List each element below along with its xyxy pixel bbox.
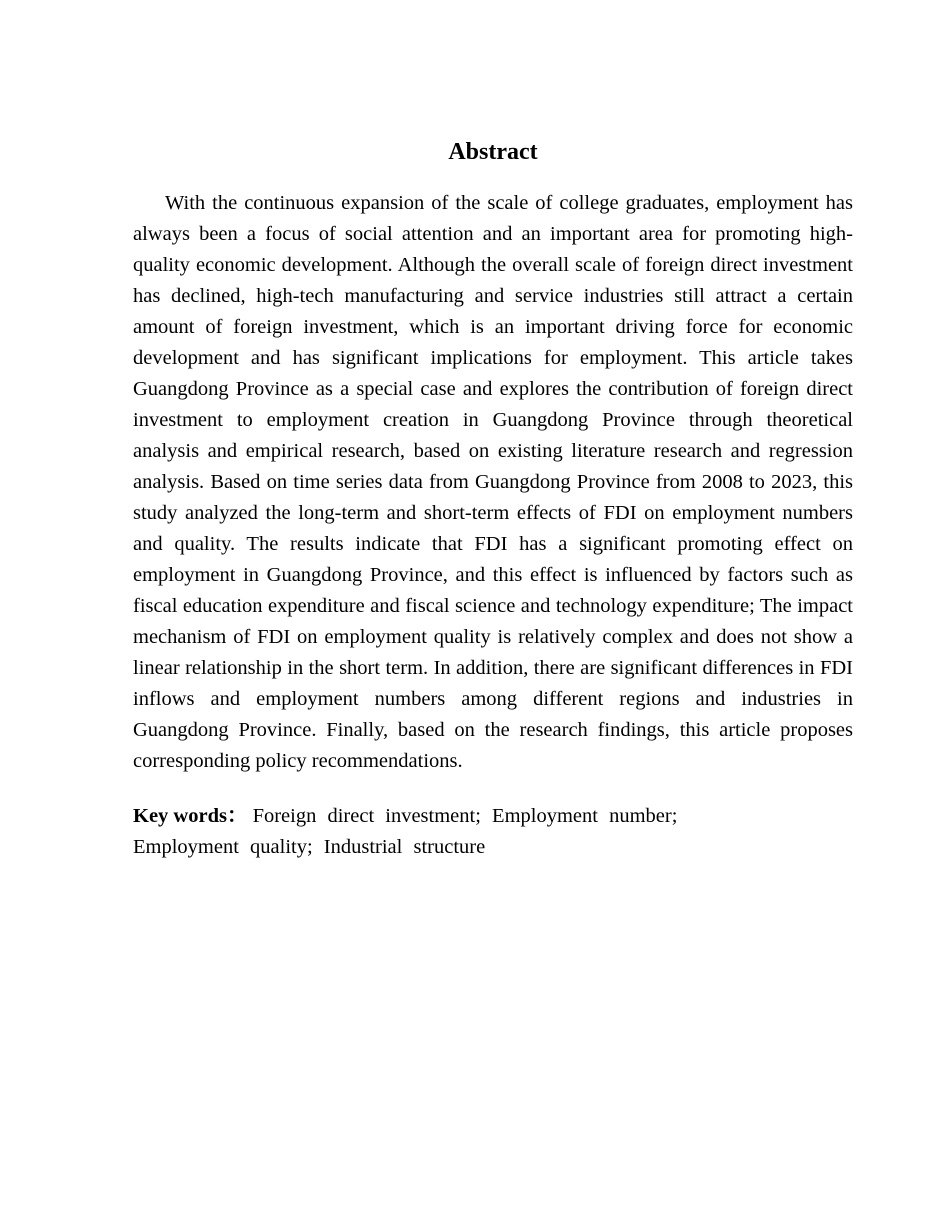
- abstract-title: Abstract: [448, 139, 538, 165]
- abstract-page: [133, 136, 853, 863]
- keywords-label: Key words：: [133, 805, 248, 827]
- abstract-body: With the continuous expansion of the scale of college graduates, employment has always been a focus of social attention and an important area for promoting high-quality economic development. Although the overall scale of foreign direct investment has declined, high-tech manufacturing and service industries still attract a certain amount of foreign investment, which is an important driving force for economic development and has significant implications for employment. This article takes Guangdong Province as a special case and explores the contribution of foreign direct investment to employment creation in Guangdong Province through theoretical analysis and empirical research, based on existing literature research and regression analysis. Based on time series data from Guangdong Province from 2008 to 2023, this study analyzed the long-term and short-term effects of FDI on employment numbers and quality. The results indicate that FDI has a significant promoting effect on employment in Guangdong Province, and this effect is influenced by factors such as fiscal education expenditure and fiscal science and technology expenditure; The impact mechanism of FDI on employment quality is relatively complex and does not show a linear relationship in the short term. In addition, there are significant differences in FDI inflows and employment numbers among different regions and industries in Guangdong Province. Finally, based on the research findings, this article proposes corresponding policy recommendations.: [133, 192, 853, 772]
- keywords-section: [133, 801, 708, 863]
- keywords-text: Foreign direct investment; Employment number; Employment quality; Industrial structure: [133, 805, 678, 858]
